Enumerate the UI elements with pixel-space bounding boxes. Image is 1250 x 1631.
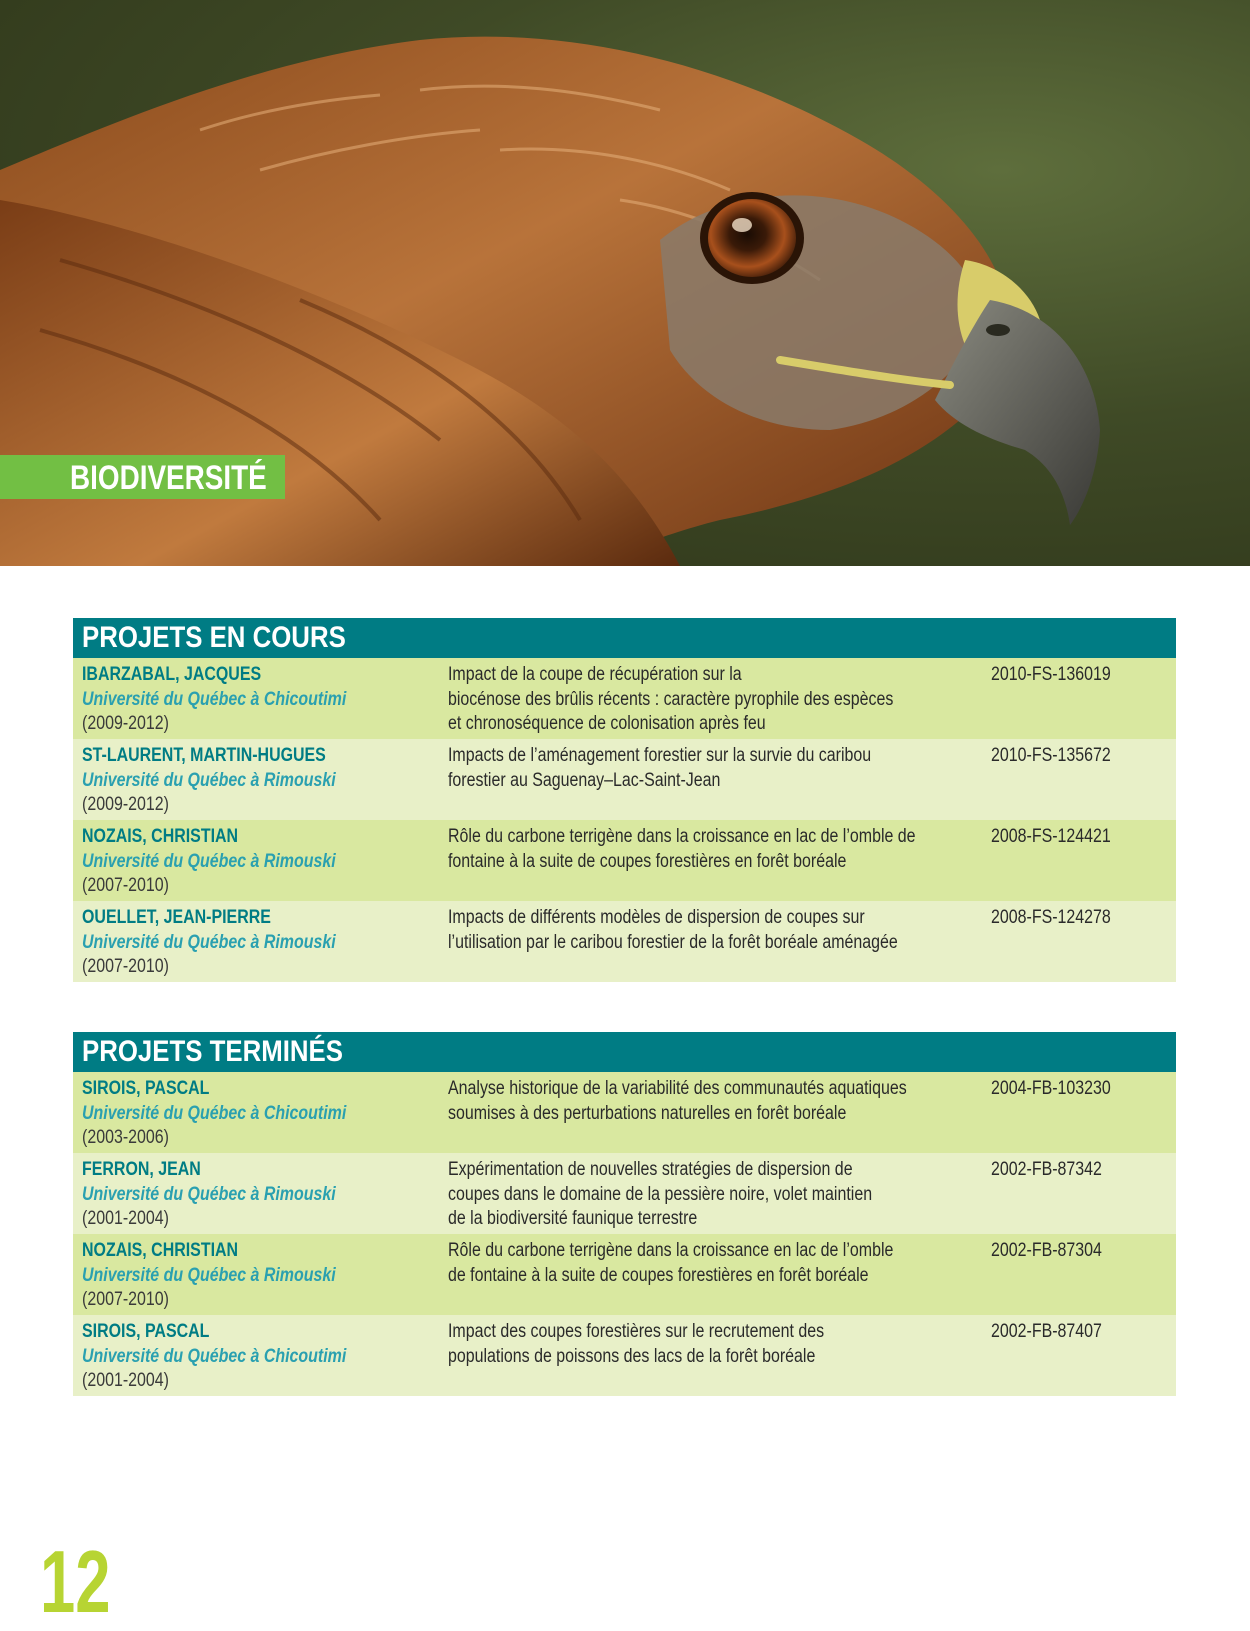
description-line: et chronoséquence de colonisation après feu [448,713,766,734]
description-line: coupes dans le domaine de la pessière noire, volet maintien [448,1183,873,1205]
in-progress-projects [73,618,1176,982]
project-code: 2008-FS-124278 [991,907,1111,928]
project-row [73,820,1176,901]
project-description [448,1320,824,1369]
project-row [73,1315,1176,1396]
researcher-institution: Université du Québec à Chicoutimi [82,1102,347,1124]
description-line: fontaine à la suite de coupes forestières en forêt boréale [448,850,847,872]
researcher-institution: Université du Québec à Rimouski [82,1183,336,1205]
project-description [448,825,916,874]
project-row [73,1072,1176,1153]
completed-projects [73,1032,1176,1396]
project-code: 2004-FB-103230 [991,1078,1111,1099]
project-years: (2007-2010) [82,956,169,977]
project-years: (2001-2004) [82,1370,169,1391]
project-researcher [82,906,336,980]
researcher-institution: Université du Québec à Chicoutimi [82,1345,347,1367]
project-years: (2007-2010) [82,875,169,896]
project-researcher [82,1158,336,1232]
researcher-institution: Université du Québec à Rimouski [82,931,336,953]
researcher-name: ST-LAURENT, MARTIN-HUGUES [82,745,326,766]
researcher-institution: Université du Québec à Rimouski [82,1264,336,1286]
hero-image [0,0,1250,566]
researcher-institution: Université du Québec à Rimouski [82,850,336,872]
description-line: de la biodiversité faunique terrestre [448,1208,698,1229]
description-line: Expérimentation de nouvelles stratégies de dispersion de [448,1159,853,1180]
description-line: Analyse historique de la variabilité des communautés aquatiques [448,1078,907,1099]
description-line: populations de poissons des lacs de la forêt boréale [448,1345,816,1367]
project-researcher [82,825,336,899]
researcher-name: SIROIS, PASCAL [82,1321,210,1342]
description-line: Impact des coupes forestières sur le recrutement des [448,1321,825,1342]
project-description [448,663,893,737]
in-progress-header [73,618,1176,658]
researcher-name: OUELLET, JEAN-PIERRE [82,907,271,928]
in-progress-heading: PROJETS EN COURS [82,621,346,654]
project-years: (2003-2006) [82,1127,169,1148]
description-line: biocénose des brûlis récents : caractère pyrophile des espèces [448,688,894,710]
project-researcher [82,1077,346,1151]
project-code: 2010-FS-135672 [991,745,1111,766]
researcher-name: NOZAIS, CHRISTIAN [82,826,239,847]
project-description [448,744,871,793]
project-researcher [82,1239,336,1313]
project-description [448,1077,907,1126]
researcher-name: FERRON, JEAN [82,1159,201,1180]
project-code: 2002-FB-87407 [991,1321,1102,1342]
description-line: Impact de la coupe de récupération sur la [448,664,742,685]
completed-header [73,1032,1176,1072]
project-row [73,901,1176,982]
researcher-name: IBARZABAL, JACQUES [82,664,262,685]
description-line: Rôle du carbone terrigène dans la croissance en lac de l’omble de [448,826,916,847]
researcher-name: NOZAIS, CHRISTIAN [82,1240,239,1261]
description-line: Rôle du carbone terrigène dans la croissance en lac de l’omble [448,1240,894,1261]
project-years: (2009-2012) [82,713,169,734]
project-row [73,739,1176,820]
project-description [448,1158,872,1232]
section-title: BIODIVERSITÉ [70,459,267,497]
project-code: 2002-FB-87342 [991,1159,1102,1180]
description-line: forestier au Saguenay–Lac-Saint-Jean [448,769,721,791]
description-line: Impacts de différents modèles de dispersion de coupes sur [448,907,865,928]
project-row [73,1234,1176,1315]
project-code: 2002-FB-87304 [991,1240,1102,1261]
researcher-institution: Université du Québec à Rimouski [82,769,336,791]
project-years: (2009-2012) [82,794,169,815]
project-years: (2001-2004) [82,1208,169,1229]
researcher-institution: Université du Québec à Chicoutimi [82,688,347,710]
project-researcher [82,744,336,818]
project-researcher [82,663,346,737]
completed-heading: PROJETS TERMINÉS [82,1035,343,1068]
project-row [73,1153,1176,1234]
description-line: de fontaine à la suite de coupes forestières en forêt boréale [448,1264,869,1286]
project-description [448,906,898,955]
description-line: soumises à des perturbations naturelles en forêt boréale [448,1102,847,1124]
project-researcher [82,1320,346,1394]
project-description [448,1239,893,1288]
researcher-name: SIROIS, PASCAL [82,1078,210,1099]
description-line: l’utilisation par le caribou forestier de la forêt boréale aménagée [448,931,898,953]
project-code: 2010-FS-136019 [991,664,1111,685]
page-number: 12 [40,1532,111,1631]
project-code: 2008-FS-124421 [991,826,1111,847]
section-tag [0,455,285,499]
project-row [73,658,1176,739]
project-years: (2007-2010) [82,1289,169,1310]
description-line: Impacts de l’aménagement forestier sur la survie du caribou [448,745,872,766]
